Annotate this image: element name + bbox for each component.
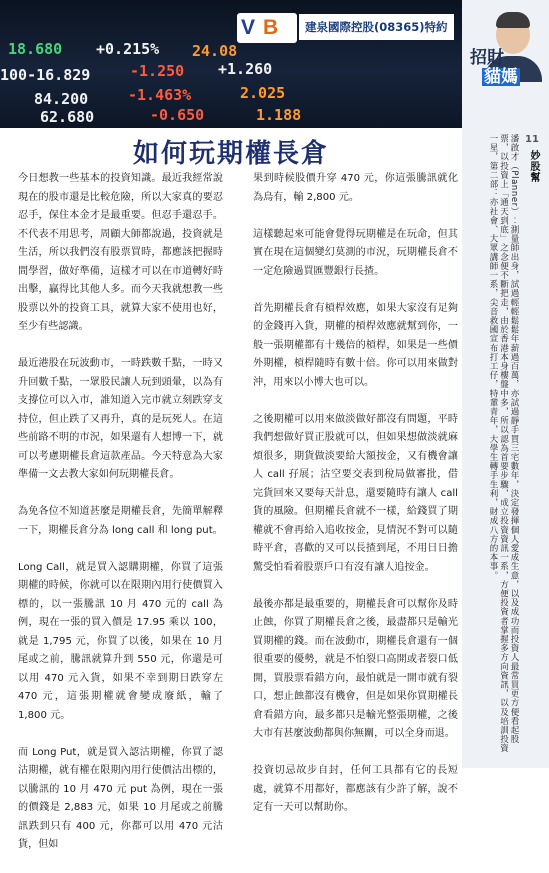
ticker-value: 62.680 xyxy=(40,108,95,126)
ticker-value: 100-16.829 xyxy=(0,66,91,84)
ticker-value: 2.025 xyxy=(240,84,286,102)
ticker-value: -0.650 xyxy=(150,106,205,124)
ticker-value: -1.250 xyxy=(130,62,185,80)
column-name-line2: 貓媽 xyxy=(484,67,518,87)
ticker-value: 18.680 xyxy=(8,40,63,58)
author-bio: 潘啟才（Planner）︰測量師出身，試過輕輕鬆鬆年薪過百萬，亦試過靜手買三宅數年，決定發揮個人愛成生意，以及成功而投資人最常買更方便看起股票，以投資上「通天到底」之念便不斷把走，由於香港本身樓盤中多，所以認為首要步驟，成立投資資訊一系，方便投資者掌握多方向資訊，以及培訓投資一星，第二部：亦社會、大眾講師一系，尖音救國宣布打工仔，特輩青年，大學生轉手生利，財成八方的本事。 xyxy=(488,134,519,753)
ticker-value: -1.463% xyxy=(128,86,192,104)
ticker-value: +0.215% xyxy=(96,40,160,58)
author-photo-hair xyxy=(496,12,530,28)
article-column-right xyxy=(253,170,458,836)
column-name-line1: 招財 xyxy=(470,48,504,68)
article-title: 如何玩期權長倉 xyxy=(132,139,329,169)
ticker-value: 24.08 xyxy=(192,42,238,60)
paragraph: 果到時候股價升穿 470 元，你這張騰訊就化為烏有，輸 2,800 元。 xyxy=(253,173,458,203)
paragraph: 之後期權可以用來做淡做好都沒有問題，平時我們想做好買正股就可以，但如果想做淡就麻煩很多，期貨做淡要給大額按金，又有機會讓人 call 孖展；沽空要交表到稅局做審批，借完貨回來又要每天計息，還要隨時有讓人 call 貨的風險。但期權長倉就不一樣，給錢買了期權就不會再給入追收按金，見情況不對可以隨時平倉，喜歡的又可以長揸到尾，不用日日擔驚受怕看着股票戶口有沒有讓人追按金。 xyxy=(253,413,458,573)
sponsor-label: 建泉國際控股(08365)特約 xyxy=(299,14,454,40)
magazine-logo xyxy=(237,13,297,43)
page-number: 11 xyxy=(525,134,539,145)
author-name: 妙股幫 xyxy=(528,150,539,183)
paragraph: 為免各位不知道甚麼是期權長倉，先簡單解釋一下，期權長倉分為 long call 和 long put。 xyxy=(18,506,223,536)
paragraph: 投資切忌故步自封，任何工具都有它的長短處，就算不用都好，都應該有少許了解，說不定有一天可以幫助你。 xyxy=(253,765,458,813)
paragraph: 今日想教一些基本的投資知識。最近我經常說現在的股市還是比較危險，所以大家真的要忍忍手，保住本金才是最重要。但忍手還忍手。不代表不用思考，周顧大師都說過，投資就是生活，所以我們沒有股票買時，都應該把握時間學習，做好準備，這樣才可以在市道轉好時出擊，贏得比其他人多。而今天我就想教一些股票以外的投資工具，就算大家不使用也好，至少有些認識。 xyxy=(18,173,223,332)
logo-letter-v: V xyxy=(241,16,256,39)
ticker-value: 1.188 xyxy=(256,106,302,124)
paragraph: 而 Long Put，就是買入認沽期權，你買了認沽期權，就有權在限期內用行使價沽出標的，以騰訊的 10 月 470 元 put 為例，現在一張的價錢是 2,883 元，如果 10 月尾或之前騰訊跌到只有 400 元，你都可以用 470 元沽貨，但如 xyxy=(18,746,223,850)
ticker-value: +1.260 xyxy=(218,60,273,78)
paragraph: 最近港股在玩波動市，一時跌數千點，一時又升回數千點，一眾股民讓人玩到頭暈，以為有支撐位可以入市，誰知道入完市就立刻跌穿支持位，但止跌了又再升，真的是玩死人。在這些前路不明的市況，如果還有人想博一下，就可以考慮期權長倉這款產品。今天特意為大家準備一文去教大家如何玩期權長倉。 xyxy=(18,358,223,480)
paragraph: 最後亦都是最重要的，期權長倉可以幫你及時止蝕，你買了期權長倉之後，最盡都只是輸光買期權的錢。而在波動市，期權長倉還有一個很重要的優勢，就是不怕裂口高開或者裂口低開，買股票看錯方向，最怕就是一開市就有裂口，想止蝕都沒有機會，但是如果你買期權長倉看錯方向，最多都只是輸光整張期權，之後大市有甚麼波動都與你無關，可以全身而退。 xyxy=(253,598,458,739)
paragraph: Long Call，就是買入認購期權，你買了這張期權的時候，你就可以在限期內用行使價買入標的，以一張騰訊 10 月 470 元的 call 為例，現在一張的買入價是 17.95 乘以 100，就是 1,795 元，你買了以後，如果在 10 月尾或之前，騰訊就算升到 550 元，你還是可以用 470 元入貨，如果不幸到期日跌穿左 470 元，這張期權就會變成廢紙，輸了 1,800 元。 xyxy=(18,561,223,721)
paragraph: 首先期權長倉有槓桿效應，如果大家沒有足夠的金錢再入貨，期權的槓桿效應就幫到你，一般一張期權都有十幾倍的槓桿，如果是一些價外期權，槓桿隨時有數十倍。你可以用來做對沖，用來以小博大也可以。 xyxy=(253,302,458,388)
paragraph: 這樣聽起來可能會覺得玩期權是在玩命，但其實在現在這個變幻莫測的市況，玩期權長倉不一定危險過買匯豐銀行長揸。 xyxy=(253,228,458,277)
logo-letter-b: B xyxy=(263,16,279,39)
ticker-value: 84.200 xyxy=(34,90,89,108)
